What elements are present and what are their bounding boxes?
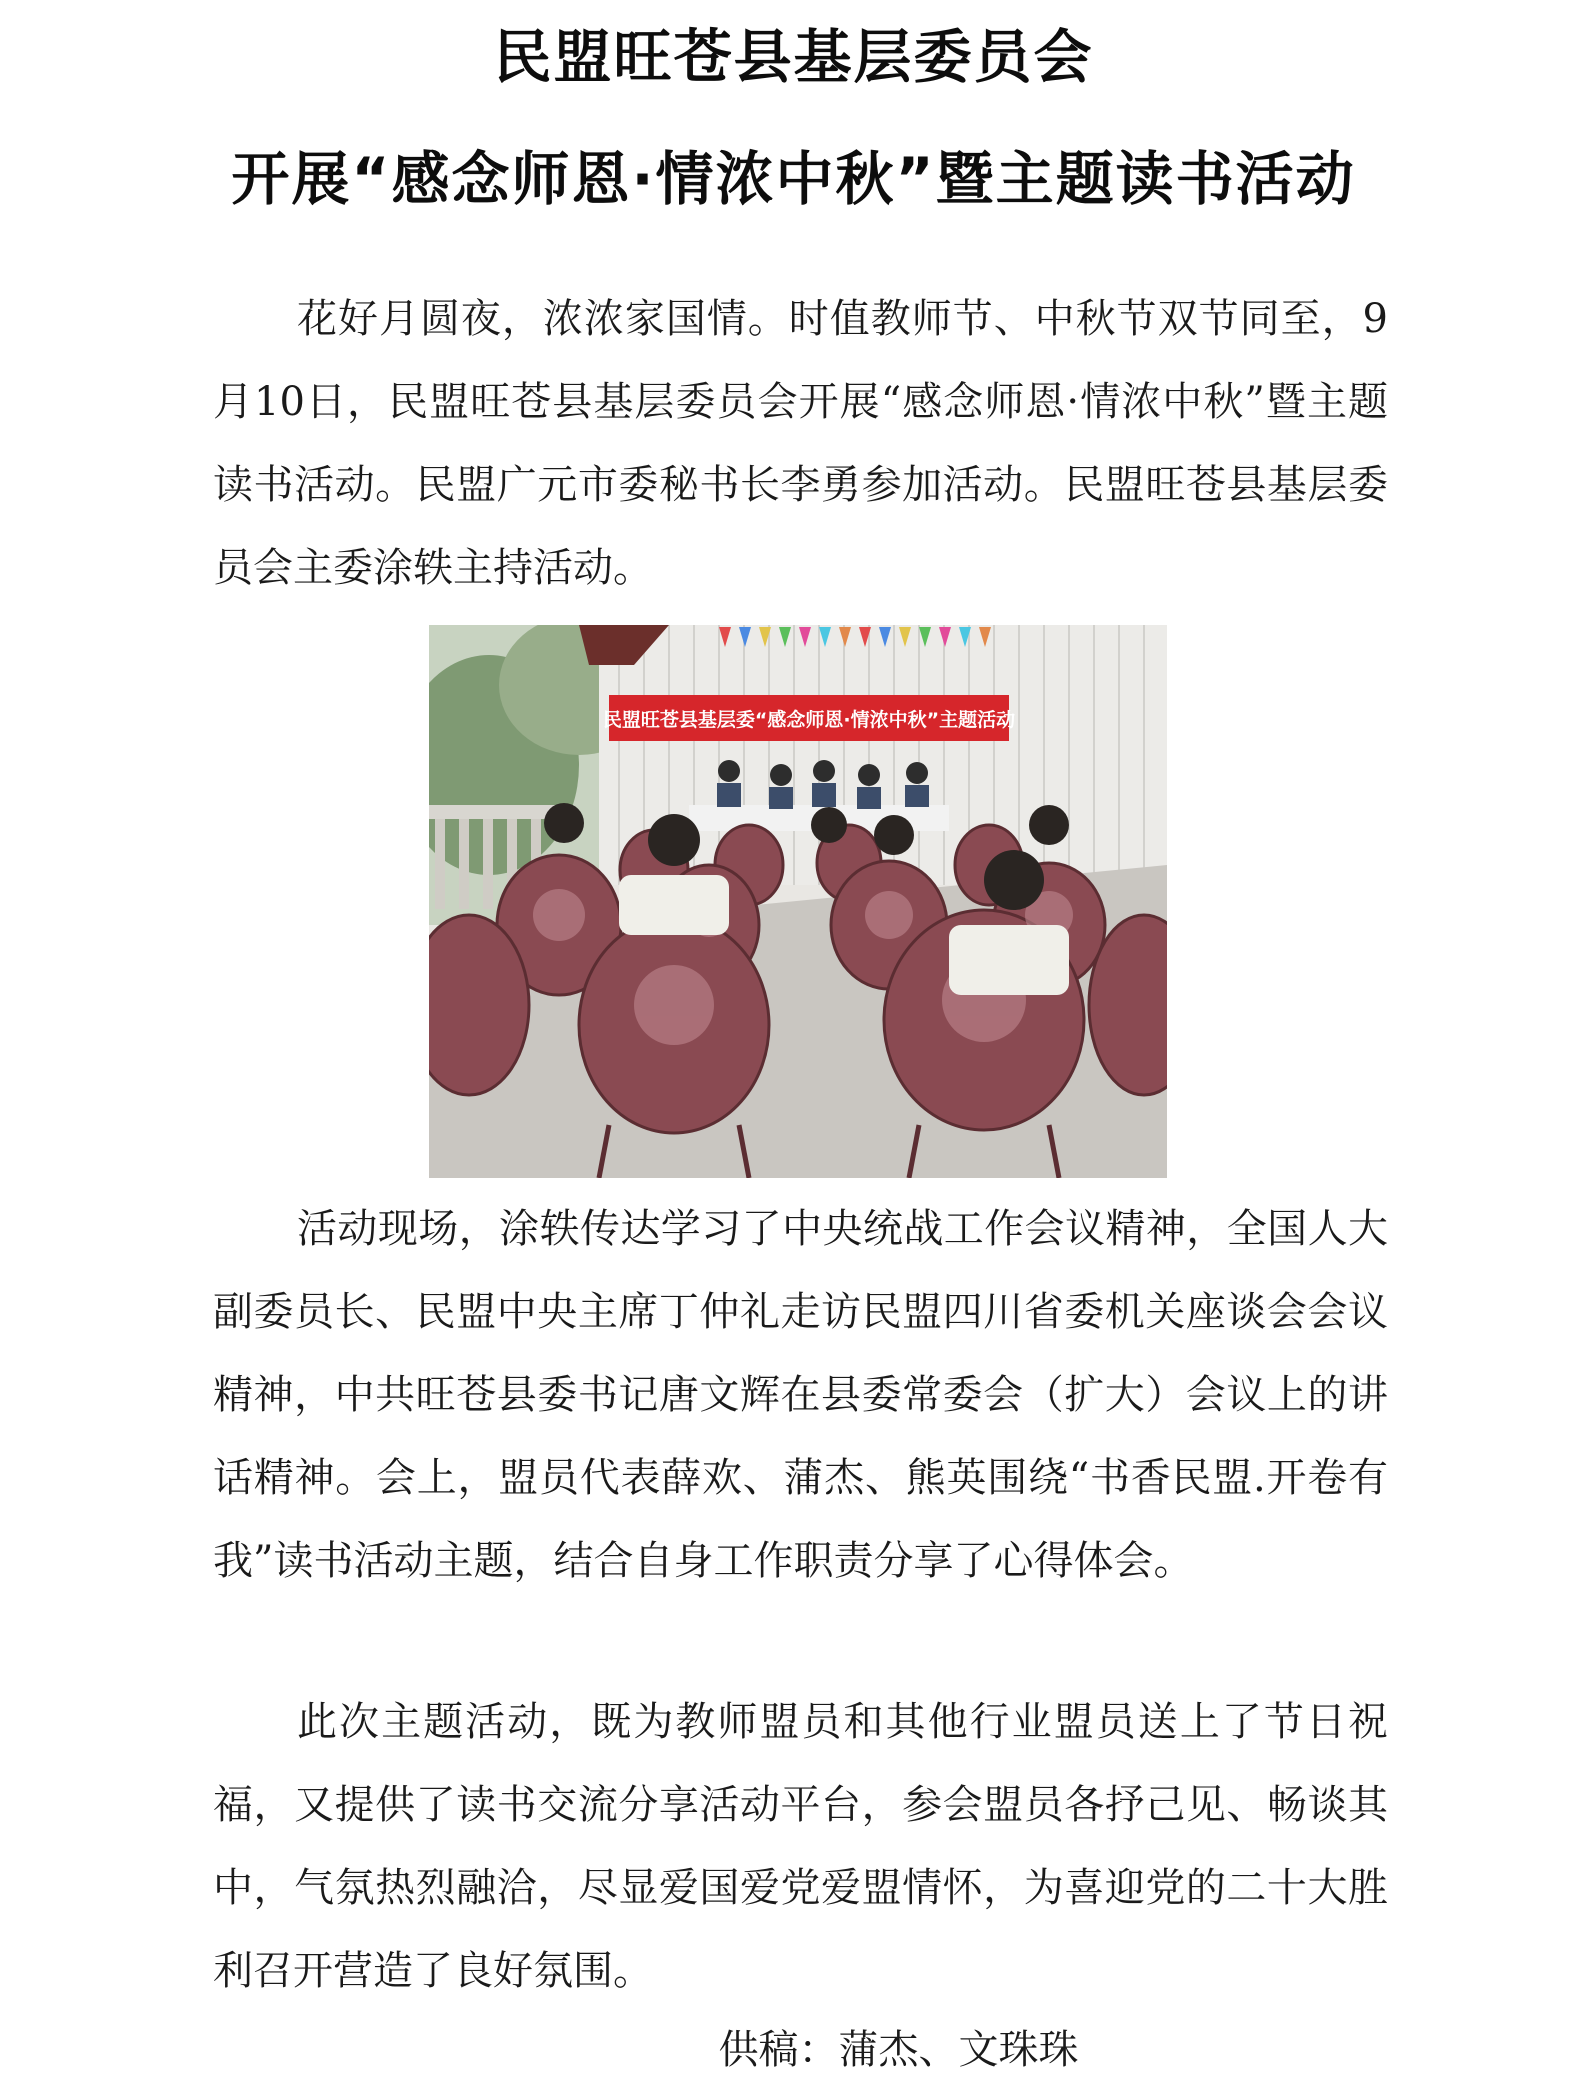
article-credit: 供稿：蒲杰、文珠珠 [718,2027,1079,2073]
article-title-line-2: 开展“感念师恩·情浓中秋”暨主题读书活动 [231,145,1356,213]
event-photo [429,625,1167,1178]
paragraph-summary: 此次主题活动，既为教师盟员和其他行业盟员送上了节日祝福，又提供了读书交流分享活动平台，参会盟员各抒己见、畅谈其中，气氛热烈融洽，尽显爱国爱党爱盟情怀，为喜迎党的二十大胜利召开营造了良好氛围。 [213,1699,1388,1994]
article-title-line-1: 民盟旺苍县基层委员会 [493,23,1094,91]
banner-text: 民盟旺苍县基层委“感念师恩·情浓中秋”主题活动 [602,709,1016,731]
paragraph-activity: 活动现场，涂轶传达学习了中央统战工作会议精神，全国人大副委员长、民盟中央主席丁仲礼走访民盟四川省委机关座谈会会议精神，中共旺苍县委书记唐文辉在县委常委会（扩大）会议上的讲话精神。会上，盟员代表薛欢、蒲杰、熊英围绕“书香民盟.开卷有我”读书活动主题，结合自身工作职责分享了心得体会。 [213,1206,1388,1584]
paragraph-intro: 花好月圆夜，浓浓家国情。时值教师节、中秋节双节同至，9月10日，民盟旺苍县基层委员会开展“感念师恩·情浓中秋”暨主题读书活动。民盟广元市委秘书长李勇参加活动。民盟旺苍县基层委员会主委涂轶主持活动。 [213,296,1388,591]
